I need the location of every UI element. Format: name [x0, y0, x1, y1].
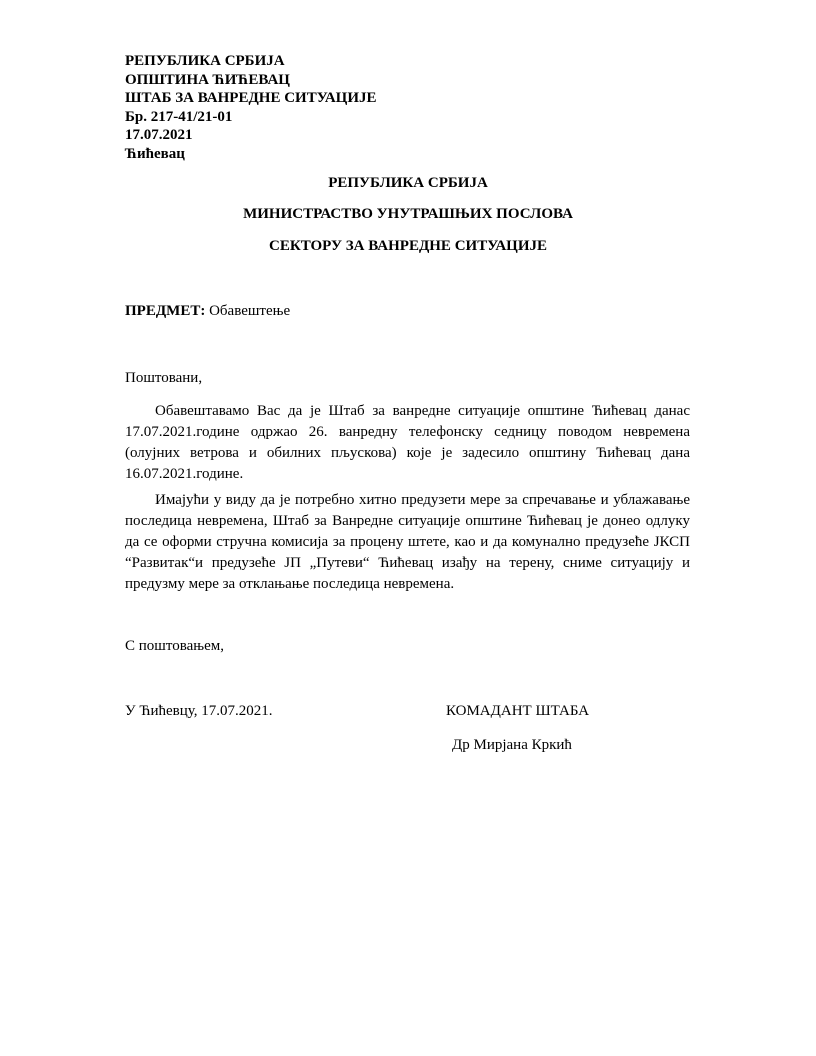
document-place: Ћићевац [125, 145, 185, 162]
recipient-ministry: МИНИСТРАСТВО УНУТРАШЊИХ ПОСЛОВА [243, 206, 573, 222]
recipient-country: РЕПУБЛИКА СРБИЈА [328, 175, 488, 191]
place-and-date: У Ћићевцу, 17.07.2021. [125, 703, 273, 719]
document-date: 17.07.2021 [125, 127, 193, 143]
sender-block [125, 52, 377, 163]
signatory-name: Др Мирјана Кркић [452, 737, 572, 753]
body-paragraph-1: Обавештавамо Вас да је Штаб за ванредне ситуације општине Ћићевац данас 17.07.2021.године одржао 26. ванредну телефонску седницу поводом невремена (олујних ветрова и обилних пљускова) које је задесило општину Ћићевац дана 16.07.2021.године. [125, 403, 690, 482]
sender-municipality: ОПШТИНА ЋИЋЕВАЦ [125, 71, 290, 88]
commander-title: КОМАДАНТ ШТАБА [446, 703, 590, 719]
closing-salutation: С поштовањем, [125, 638, 224, 654]
subject-label: ПРЕДМЕТ: [125, 303, 206, 319]
sender-country: РЕПУБЛИКА СРБИЈА [125, 53, 285, 69]
greeting: Поштовани, [125, 370, 203, 386]
subject-text: Обавештење [209, 303, 291, 319]
document-number: Бр. 217-41/21-01 [125, 108, 233, 125]
sender-office: ШТАБ ЗА ВАНРЕДНЕ СИТУАЦИЈЕ [125, 90, 377, 106]
recipient-sector: СЕКТОРУ ЗА ВАНРЕДНЕ СИТУАЦИЈЕ [268, 238, 548, 254]
body-paragraph-2: Имајући у виду да је потребно хитно предузети мере за спречавање и ублажавање последица невремена, Штаб за Ванредне ситуације општине Ћићевац је донео одлуку да се оформи стручна комисија за процену штете, као и да комунално предузеће ЈКСП “Развитак“и предузеће ЈП „Путеви“ Ћићевац изађу на терену, сниме ситуацију и предузму мере за отклањање последица невремена. [125, 492, 690, 592]
subject-line [125, 303, 290, 320]
